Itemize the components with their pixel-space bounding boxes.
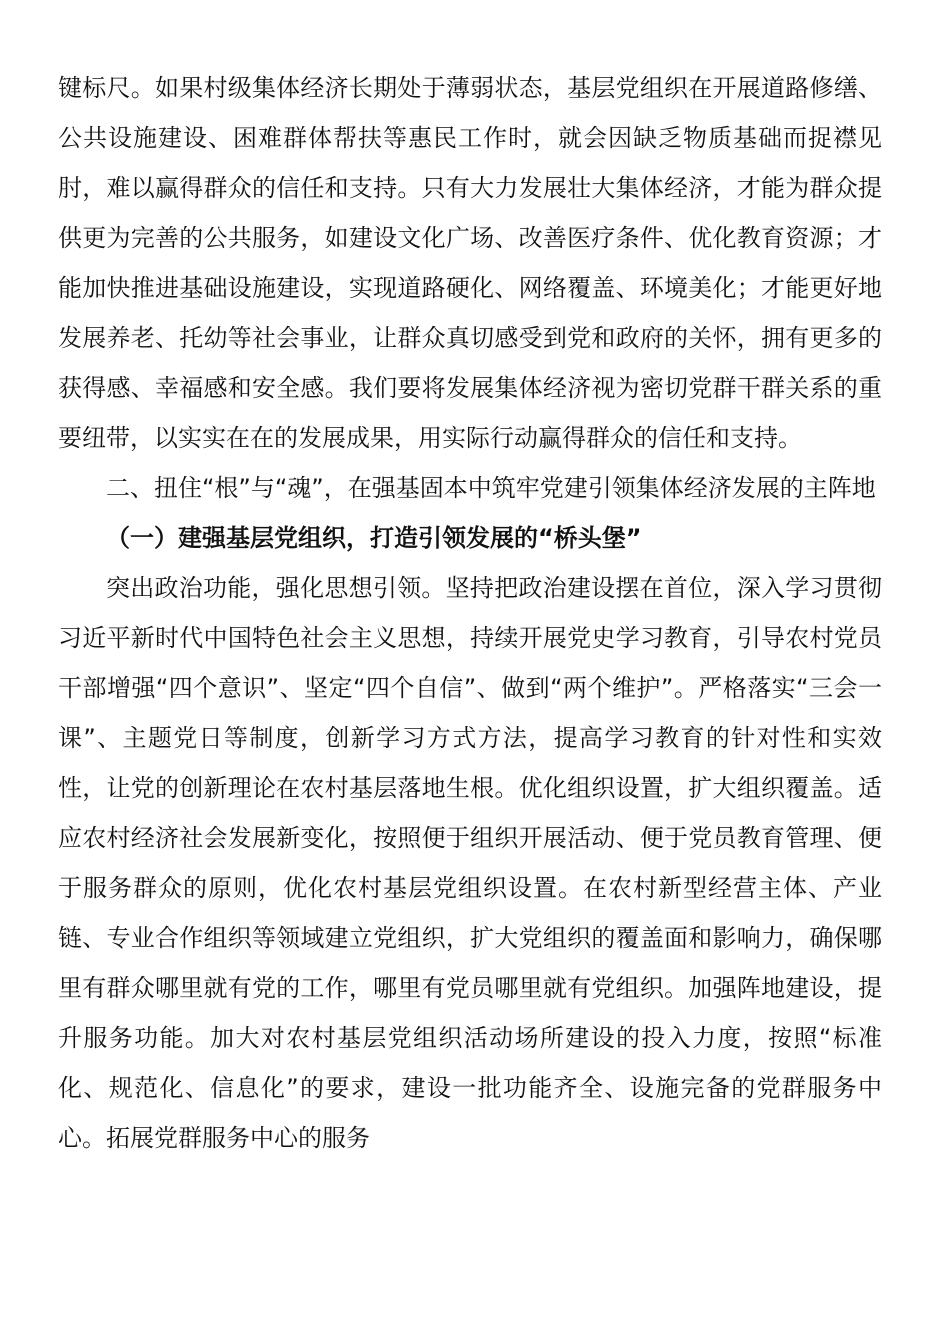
section-heading: 二、扭住“根”与“魂”，在强基固本中筑牢党建引领集体经济发展的主阵地 [106,474,876,502]
subsection-heading: （一）建强基层党组织，打造引领发展的“桥头堡” [106,524,642,552]
body-paragraph: 突出政治功能，强化思想引领。坚持把政治建设摆在首位，深入学习贯彻习近平新时代中国特色社会主义思想，持续开展党史学习教育，引导农村党员干部增强“四个意识”、坚定“四个自信”、做到“两个维护”。严格落实“三会一课”、主题党日等制度，创新学习方式方法，提高学习教育的针对性和实效性，让党的创新理论在农村基层落地生根。优化组织设置，扩大组织覆盖。适应农村经济社会发展新变化，按照便于组织开展活动、便于党员教育管理、便于服务群众的原则，优化农村基层党组织设置。在农村新型经营主体、产业链、专业合作组织等领域建立党组织，扩大党组织的覆盖面和影响力，确保哪里有群众哪里就有党的工作，哪里有党员哪里就有党组织。加强阵地建设，提升服务功能。加大对农村基层党组织活动场所建设的投入力度，按照“标准化、规范化、信息化”的要求，建设一批功能齐全、设施完备的党群服务中心。拓展党群服务中心的服务 [58,574,882,1152]
document-page [58,63,882,1163]
body-paragraph-continued: 键标尺。如果村级集体经济长期处于薄弱状态，基层党组织在开展道路修缮、公共设施建设、困难群体帮扶等惠民工作时，就会因缺乏物质基础而捉襟见肘，难以赢得群众的信任和支持。只有大力发展壮大集体经济，才能为群众提供更为完善的公共服务，如建设文化广场、改善医疗条件、优化教育资源；才能加快推进基础设施建设，实现道路硬化、网络覆盖、环境美化；才能更好地发展养老、托幼等社会事业，让群众真切感受到党和政府的关怀，拥有更多的获得感、幸福感和安全感。我们要将发展集体经济视为密切党群干群关系的重要纽带，以实实在在的发展成果，用实际行动赢得群众的信任和支持。 [58,74,882,452]
